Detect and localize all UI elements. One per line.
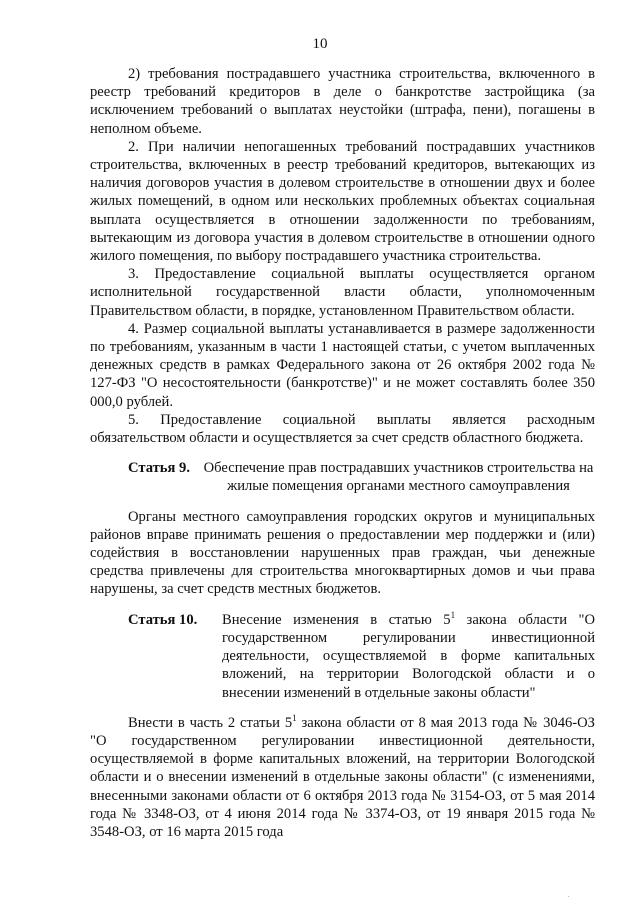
article-9-heading [128, 459, 595, 495]
article-10-text-start: Внести в часть 2 статьи 5 [128, 714, 293, 731]
article-10-text-end: закона области от 8 мая 2013 года № 3046-ОЗ "О государственном регулировании инвестиционной деятельности, осуществляемой в форме капитальных вложений, на территории Вологодской области и о внесении изменений в отдельные законы области" (с изменениями, внесенными законами области от 6 октября 2013 года № 3154-ОЗ, от 5 мая 2014 года № 3348-ОЗ, от 4 июня 2014 года № 3374-ОЗ, от 19 января 2015 года № 3548-ОЗ, от 16 марта 2015 года [90, 714, 595, 840]
article-10-text-superscript: 1 [292, 712, 297, 723]
article-10-title-end: закона области "О государственном регулировании инвестиционной деятельности, осуществляемой в форме капитальных вложений, на территории Вологодской области и о внесении изменений в отдельные законы области" [222, 611, 596, 701]
paragraph-part-5: 5. Предоставление социальной выплаты является расходным обязательством области и осуществляется за счет средств областного бюджета. [90, 411, 595, 447]
article-9-label: Статья 9. [128, 460, 190, 477]
page-number: 10 [312, 36, 328, 52]
article-10-label: Статья 10. [128, 611, 198, 628]
paragraph-part-2: 2. При наличии непогашенных требований пострадавших участников строительства, включенных в реестр требований кредиторов, вытекающих из наличия договоров участия в долевом строительстве в отношении двух и более жилых помещений, в одном или нескольких проблемных объектах социальная выплата осуществляется в отношении задолженности по требованиям, вытекающим из договора участия в долевом строительстве в отношении одного жилого помещения, по выбору пострадавшего участника строительства. [90, 138, 595, 265]
article-10-heading [128, 611, 595, 702]
article-9-text: Органы местного самоуправления городских округов и муниципальных районов вправе принимать решения о предоставлении мер поддержки и (или) содействия в восстановлении нарушенных прав граждан, чьи денежные средства привлечены для строительства многоквартирных домов и чьи права нарушены, за счет средств местных бюджетов. [90, 508, 595, 598]
article-10-title-start: Внесение изменения в статью 5 [222, 611, 451, 628]
article-10-title [222, 611, 595, 702]
article-10-text [90, 714, 595, 841]
article-9-title: Обеспечение прав пострадавших участников строительства на жилые помещения органами местного самоуправления [203, 460, 594, 495]
paragraph-part-3: 3. Предоставление социальной выплаты осуществляется органом исполнительной государственной власти области, уполномоченным Правительством области, в порядке, установленном Правительством области. [90, 266, 595, 319]
paragraph-req-2: 2) требования пострадавшего участника строительства, включенного в реестр требований кредиторов в деле о банкротстве застройщика (за исключением требований о выплатах неустойки (штрафа, пени), погашены в неполном объеме. [90, 66, 595, 137]
article-10-title-superscript: 1 [450, 609, 456, 620]
corner-mark: . [568, 893, 570, 899]
document-body [90, 65, 595, 841]
paragraph-part-4: 4. Размер социальной выплаты устанавливается в размере задолженности по требованиям, указанным в части 1 настоящей статьи, с учетом выплаченных денежных средств в рамках Федерального закона от 26 октября 2002 года № 127-ФЗ "О несостоятельности (банкротстве)" и не может составлять более 350 000,0 рублей. [90, 320, 595, 410]
